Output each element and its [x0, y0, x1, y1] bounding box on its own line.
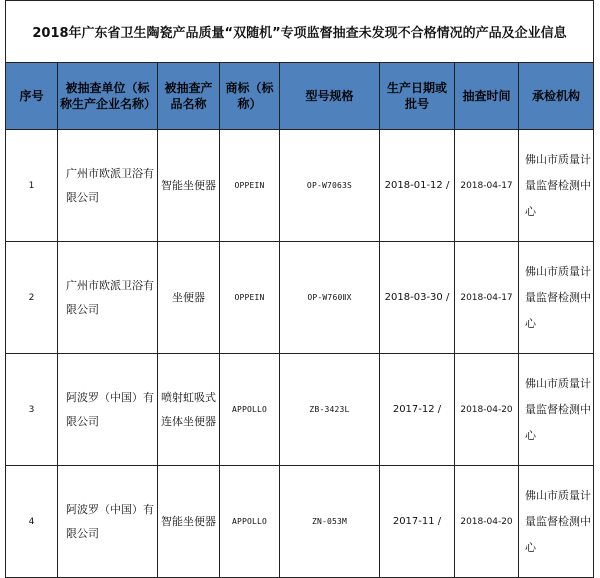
cell-company: 阿波罗（中国）有限公司 — [58, 354, 158, 466]
cell-seq: 3 — [6, 354, 58, 466]
cell-check-date: 2018-04-20 — [455, 354, 519, 466]
header-check-date: 抽查时间 — [455, 63, 519, 130]
cell-seq: 1 — [6, 130, 58, 242]
cell-brand: APPOLLO — [220, 354, 280, 466]
cell-company: 阿波罗（中国）有限公司 — [58, 466, 158, 578]
cell-model: OP-W760ⅡX — [280, 242, 380, 354]
table-row — [6, 354, 594, 466]
cell-brand: APPOLLO — [220, 466, 280, 578]
cell-agency: 佛山市质量计量监督检测中心 — [519, 242, 594, 354]
header-product: 被抽查产品名称 — [158, 63, 220, 130]
header-brand: 商标（标称） — [220, 63, 280, 130]
cell-agency: 佛山市质量计量监督检测中心 — [519, 466, 594, 578]
cell-model: ZB-3423L — [280, 354, 380, 466]
header-model: 型号规格 — [280, 63, 380, 130]
header-seq: 序号 — [6, 63, 58, 130]
title-row — [6, 1, 594, 63]
cell-company: 广州市欧派卫浴有限公司 — [58, 130, 158, 242]
table-row — [6, 242, 594, 354]
cell-product: 坐便器 — [158, 242, 220, 354]
cell-seq: 4 — [6, 466, 58, 578]
table-row — [6, 466, 594, 578]
cell-company: 广州市欧派卫浴有限公司 — [58, 242, 158, 354]
header-company: 被抽查单位（标称生产企业名称） — [58, 63, 158, 130]
cell-agency: 佛山市质量计量监督检测中心 — [519, 354, 594, 466]
cell-product: 智能坐便器 — [158, 466, 220, 578]
cell-check-date: 2018-04-20 — [455, 466, 519, 578]
cell-check-date: 2018-04-17 — [455, 130, 519, 242]
cell-prod-date: 2018-03-30 / — [380, 242, 455, 354]
cell-check-date: 2018-04-17 — [455, 242, 519, 354]
cell-seq: 2 — [6, 242, 58, 354]
cell-product: 喷射虹吸式连体坐便器 — [158, 354, 220, 466]
table-title: 2018年广东省卫生陶瓷产品质量“双随机”专项监督抽查未发现不合格情况的产品及企业信息 — [6, 1, 594, 63]
cell-prod-date: 2017-11 / — [380, 466, 455, 578]
cell-brand: OPPEIN — [220, 130, 280, 242]
cell-model: ZN-053M — [280, 466, 380, 578]
header-prod-date: 生产日期或批号 — [380, 63, 455, 130]
spreadsheet — [5, 0, 593, 578]
cell-model: OP-W7063S — [280, 130, 380, 242]
table-row — [6, 130, 594, 242]
cell-agency: 佛山市质量计量监督检测中心 — [519, 130, 594, 242]
inspection-table — [5, 0, 594, 578]
cell-brand: OPPEIN — [220, 242, 280, 354]
cell-product: 智能坐便器 — [158, 130, 220, 242]
cell-prod-date: 2018-01-12 / — [380, 130, 455, 242]
header-agency: 承检机构 — [519, 63, 594, 130]
header-row — [6, 63, 594, 130]
cell-prod-date: 2017-12 / — [380, 354, 455, 466]
